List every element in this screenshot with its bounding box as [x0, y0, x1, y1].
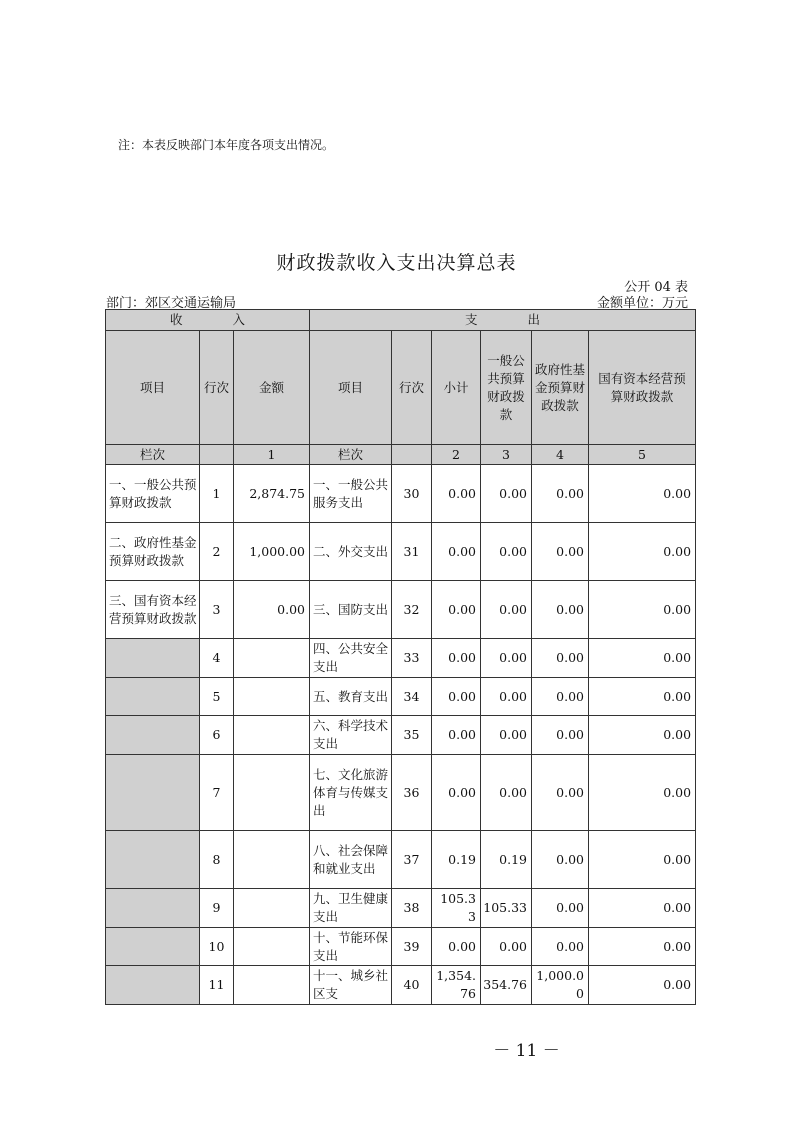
expense-rowno-cell: 32: [392, 581, 432, 639]
table-row: [106, 678, 696, 716]
general-budget-cell: 0.00: [481, 716, 532, 755]
expense-rowno-cell: 36: [392, 755, 432, 831]
income-item-cell: 二、政府性基金预算财政拨款: [106, 523, 200, 581]
income-item-cell: [106, 678, 200, 716]
income-rowno-cell: 10: [200, 928, 234, 966]
income-amount-cell: [234, 928, 310, 966]
income-amount-cell: [234, 755, 310, 831]
income-rowno-cell: 2: [200, 523, 234, 581]
income-rowno-cell: 5: [200, 678, 234, 716]
income-amount-cell: 0.00: [234, 581, 310, 639]
general-budget-cell: 0.00: [481, 523, 532, 581]
expense-rowno-header: 行次: [392, 331, 432, 445]
gov-fund-cell: 0.00: [532, 889, 589, 928]
page-title: 财政拨款收入支出决算总表: [276, 252, 517, 274]
subtotal-cell: 0.00: [432, 581, 481, 639]
income-rowno-header: 行次: [200, 331, 234, 445]
income-item-cell: [106, 716, 200, 755]
expense-rowno-cell: 39: [392, 928, 432, 966]
income-rowno-cell: 9: [200, 889, 234, 928]
table-row: [106, 465, 696, 523]
form-number: 公开 04 表: [624, 280, 688, 295]
subtotal-cell: 1,354.76: [432, 966, 481, 1005]
expense-item-cell: 七、文化旅游体育与传媒支出: [310, 755, 392, 831]
expense-item-cell: 二、外交支出: [310, 523, 392, 581]
expense-item-cell: 十一、城乡社区支: [310, 966, 392, 1005]
income-item-cell: 一、一般公共预算财政拨款: [106, 465, 200, 523]
expense-item-cell: 八、社会保障和就业支出: [310, 831, 392, 889]
gov-fund-cell: 0.00: [532, 755, 589, 831]
subtotal-header: 小计: [432, 331, 481, 445]
expense-rowno-cell: 40: [392, 966, 432, 1005]
gov-fund-header: 政府性基金预算财政拨款: [532, 331, 589, 445]
expense-rowno-cell: 33: [392, 639, 432, 678]
gov-fund-cell: 0.00: [532, 639, 589, 678]
state-capital-header: 国有资本经营预算财政拨款: [589, 331, 696, 445]
gov-fund-cell: 0.00: [532, 465, 589, 523]
table-row: [106, 889, 696, 928]
gov-fund-cell: 0.00: [532, 581, 589, 639]
income-item-cell: [106, 639, 200, 678]
general-budget-cell: 105.33: [481, 889, 532, 928]
income-item-cell: 三、国有资本经营预算财政拨款: [106, 581, 200, 639]
income-rowno-cell: 11: [200, 966, 234, 1005]
state-capital-cell: 0.00: [589, 928, 696, 966]
general-budget-cell: 0.19: [481, 831, 532, 889]
subtotal-cell: 0.00: [432, 523, 481, 581]
col-5: 5: [589, 445, 696, 465]
general-budget-cell: 0.00: [481, 465, 532, 523]
col-1: 1: [234, 445, 310, 465]
state-capital-cell: 0.00: [589, 831, 696, 889]
gov-fund-cell: 0.00: [532, 928, 589, 966]
expense-header: 支 出: [310, 310, 696, 331]
expense-item-cell: 一、一般公共服务支出: [310, 465, 392, 523]
page-number: － 11 －: [493, 1041, 560, 1061]
subtotal-cell: 105.33: [432, 889, 481, 928]
general-budget-cell: 0.00: [481, 678, 532, 716]
gov-fund-cell: 0.00: [532, 716, 589, 755]
unit-label: 金额单位：万元: [596, 296, 688, 311]
col-3: 3: [481, 445, 532, 465]
general-budget-cell: 0.00: [481, 581, 532, 639]
general-budget-cell: 354.76: [481, 966, 532, 1005]
expense-rowno-cell: 31: [392, 523, 432, 581]
income-rowno-cell: 4: [200, 639, 234, 678]
col-label-expense: 栏次: [310, 445, 392, 465]
gov-fund-cell: 1,000.00: [532, 966, 589, 1005]
gov-fund-cell: 0.00: [532, 678, 589, 716]
state-capital-cell: 0.00: [589, 639, 696, 678]
expense-item-cell: 四、公共安全支出: [310, 639, 392, 678]
income-rowno-cell: 3: [200, 581, 234, 639]
expense-item-cell: 五、教育支出: [310, 678, 392, 716]
expense-rowno-cell: 38: [392, 889, 432, 928]
expense-rowno-cell: 35: [392, 716, 432, 755]
income-amount-cell: [234, 639, 310, 678]
general-budget-cell: 0.00: [481, 755, 532, 831]
subtotal-cell: 0.00: [432, 716, 481, 755]
col-4: 4: [532, 445, 589, 465]
table-row: [106, 928, 696, 966]
department-label: 部门：郊区交通运输局: [106, 296, 237, 311]
expense-item-cell: 三、国防支出: [310, 581, 392, 639]
income-rowno-cell: 6: [200, 716, 234, 755]
expense-rowno-cell: 30: [392, 465, 432, 523]
income-rowno-cell: 1: [200, 465, 234, 523]
state-capital-cell: 0.00: [589, 755, 696, 831]
subtotal-cell: 0.00: [432, 755, 481, 831]
subtotal-cell: 0.00: [432, 928, 481, 966]
expense-item-cell: 十、节能环保支出: [310, 928, 392, 966]
finance-table: [105, 309, 696, 1005]
table-row: [106, 581, 696, 639]
income-item-cell: [106, 755, 200, 831]
expense-item-header: 项目: [310, 331, 392, 445]
income-item-cell: [106, 928, 200, 966]
income-item-cell: [106, 966, 200, 1005]
state-capital-cell: 0.00: [589, 889, 696, 928]
expense-item-cell: 六、科学技术支出: [310, 716, 392, 755]
general-budget-cell: 0.00: [481, 639, 532, 678]
table-row: [106, 755, 696, 831]
income-amount-header: 金额: [234, 331, 310, 445]
general-budget-header: 一般公共预算财政拨款: [481, 331, 532, 445]
expense-rowno-cell: 34: [392, 678, 432, 716]
table-row: [106, 716, 696, 755]
state-capital-cell: 0.00: [589, 465, 696, 523]
income-rowno-cell: 8: [200, 831, 234, 889]
state-capital-cell: 0.00: [589, 678, 696, 716]
gov-fund-cell: 0.00: [532, 831, 589, 889]
income-rowno-cell: 7: [200, 755, 234, 831]
table-row: [106, 966, 696, 1005]
income-amount-cell: [234, 716, 310, 755]
income-amount-cell: [234, 678, 310, 716]
state-capital-cell: 0.00: [589, 716, 696, 755]
gov-fund-cell: 0.00: [532, 523, 589, 581]
income-header: 收 入: [106, 310, 310, 331]
income-amount-cell: [234, 831, 310, 889]
subtotal-cell: 0.00: [432, 639, 481, 678]
subtotal-cell: 0.00: [432, 465, 481, 523]
state-capital-cell: 0.00: [589, 581, 696, 639]
col-empty: [392, 445, 432, 465]
income-amount-cell: [234, 966, 310, 1005]
col-empty: [200, 445, 234, 465]
col-label-income: 栏次: [106, 445, 200, 465]
income-item-header: 项目: [106, 331, 200, 445]
expense-item-cell: 九、卫生健康支出: [310, 889, 392, 928]
income-amount-cell: 1,000.00: [234, 523, 310, 581]
general-budget-cell: 0.00: [481, 928, 532, 966]
income-item-cell: [106, 831, 200, 889]
col-2: 2: [432, 445, 481, 465]
table-row: [106, 523, 696, 581]
state-capital-cell: 0.00: [589, 966, 696, 1005]
expense-rowno-cell: 37: [392, 831, 432, 889]
income-amount-cell: 2,874.75: [234, 465, 310, 523]
subtotal-cell: 0.19: [432, 831, 481, 889]
income-item-cell: [106, 889, 200, 928]
subtotal-cell: 0.00: [432, 678, 481, 716]
table-row: [106, 831, 696, 889]
table-row: [106, 639, 696, 678]
income-amount-cell: [234, 889, 310, 928]
state-capital-cell: 0.00: [589, 523, 696, 581]
table-note: 注：本表反映部门本年度各项支出情况。: [118, 138, 335, 152]
